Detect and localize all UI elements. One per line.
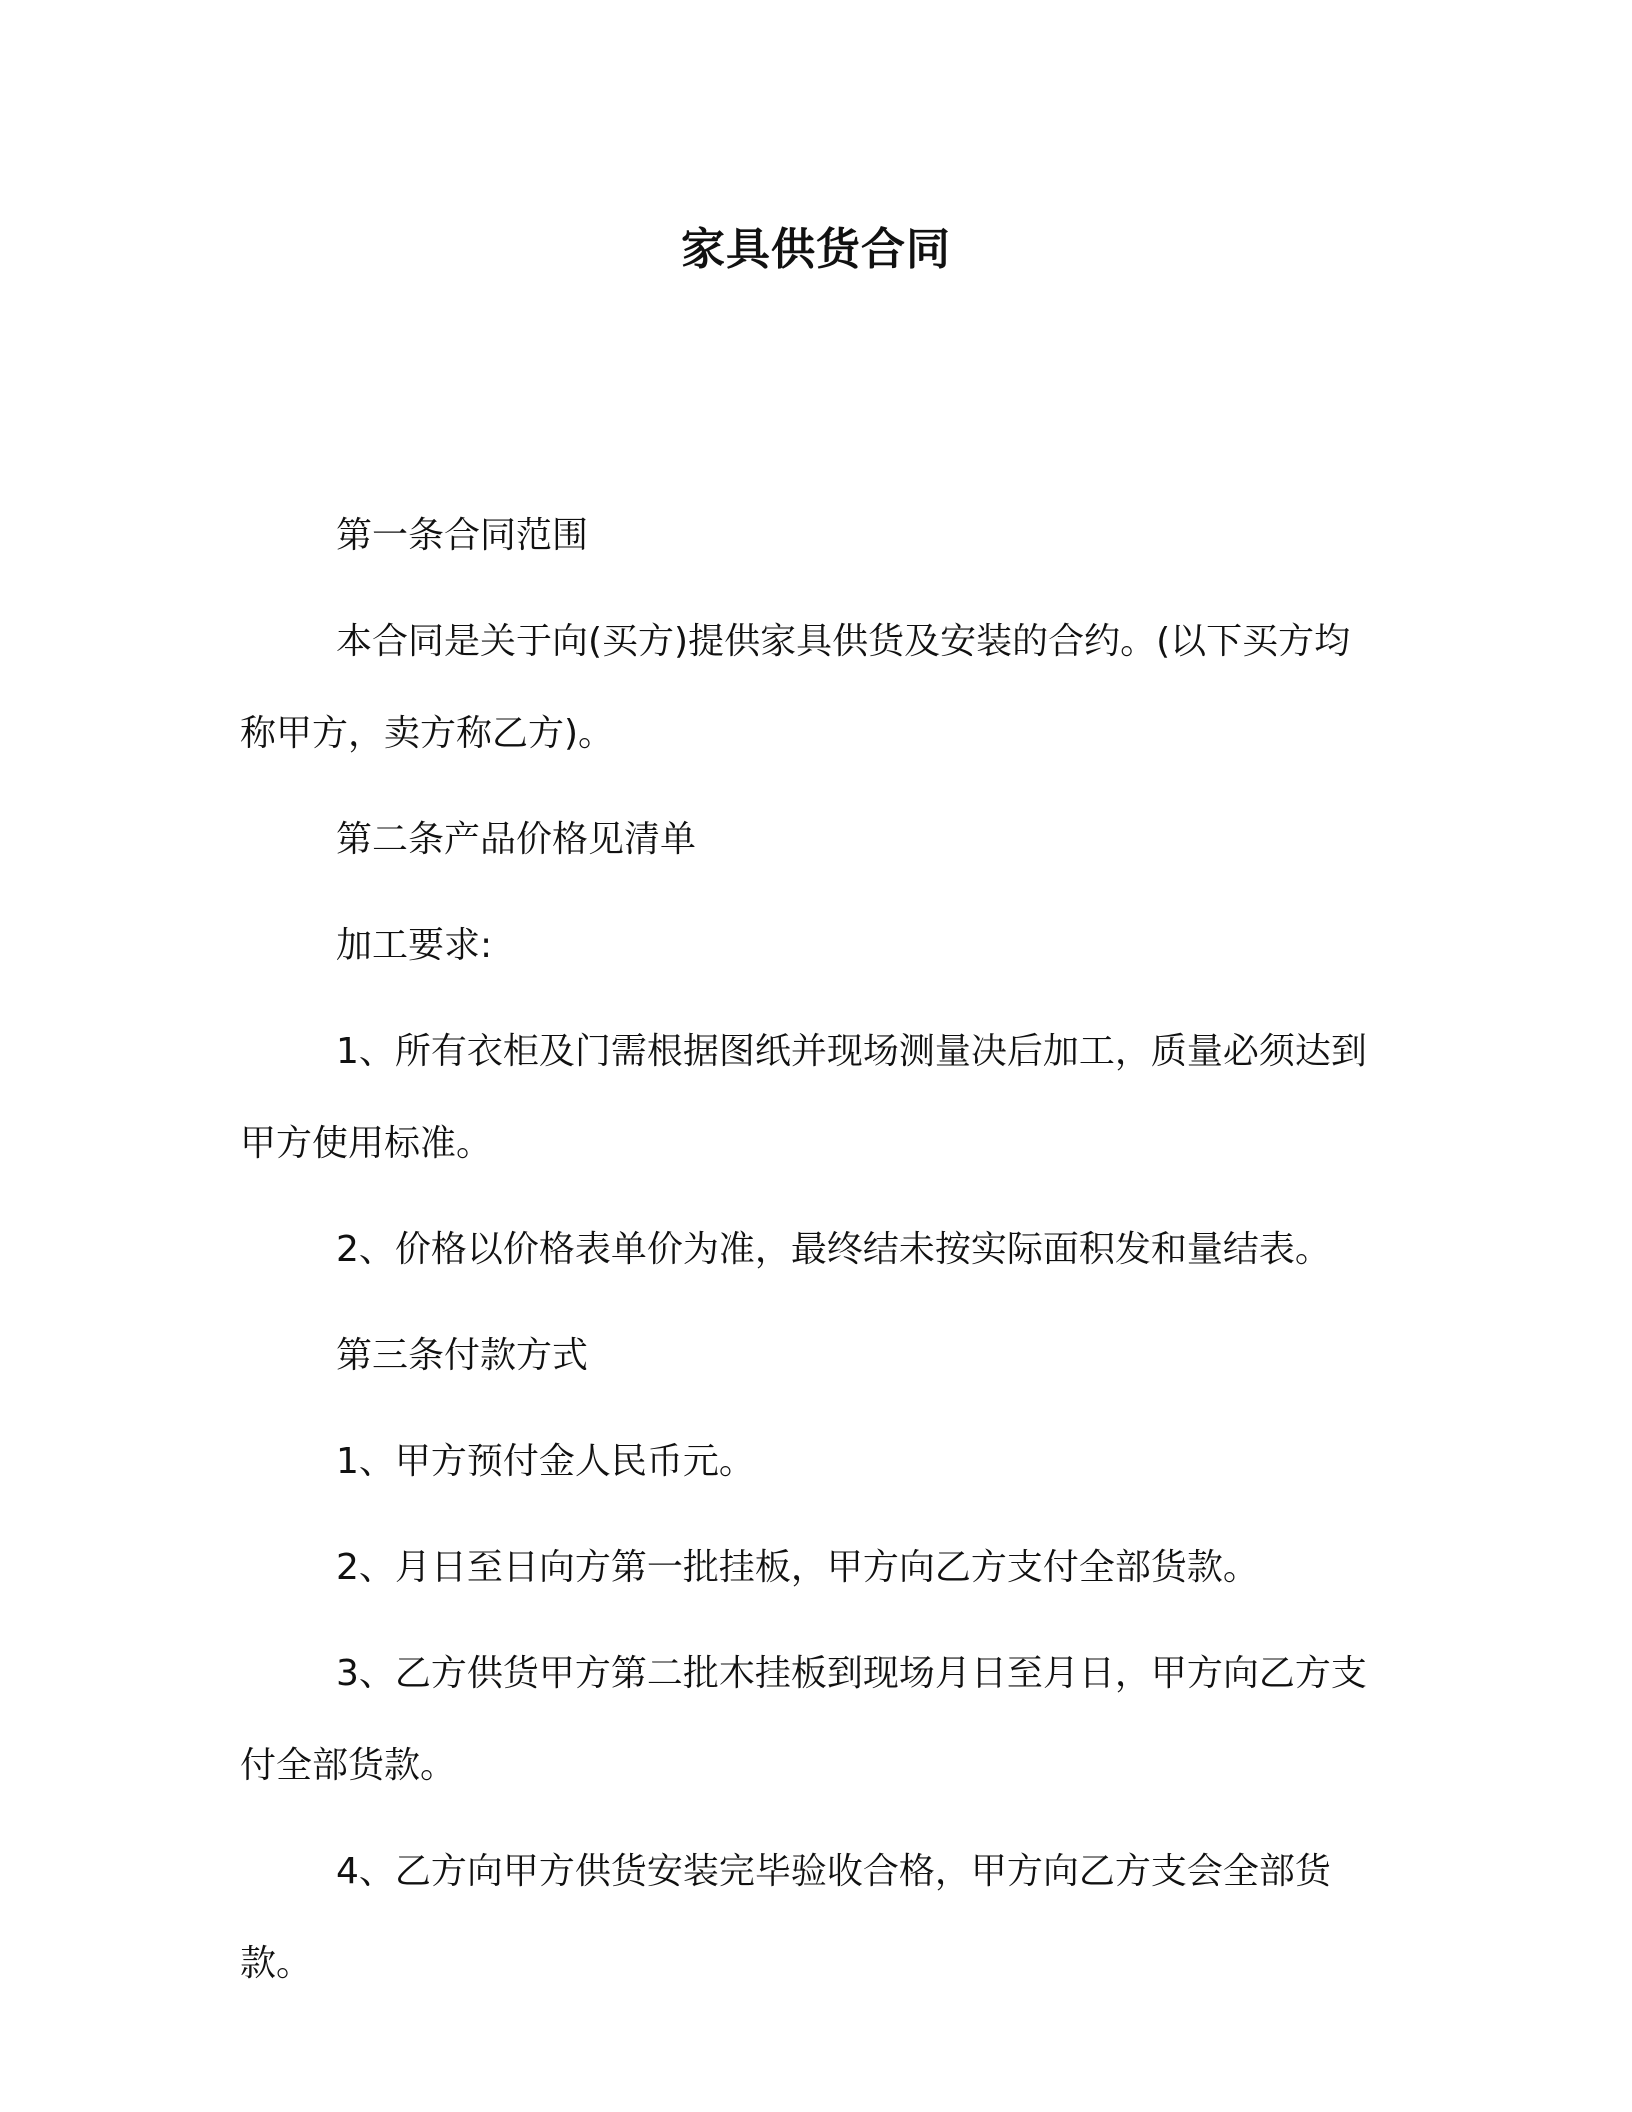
document-body [240,490,1380,2024]
clause-2-heading: 第二条产品价格见清单 [336,819,697,860]
payment-item-3: 3、乙方供货甲方第二批木挂板到现场月日至月日，甲方向乙方支付全部货款。 [240,1653,1367,1786]
requirement-item-2: 2、价格以价格表单价为准，最终结未按实际面积发和量结表。 [336,1229,1331,1270]
payment-item-1: 1、甲方预付金人民币元。 [336,1441,755,1482]
processing-requirements-heading: 加工要求: [336,925,493,966]
payment-item-2: 2、月日至日向方第一批挂板，甲方向乙方支付全部货款。 [336,1547,1259,1588]
clause-1-heading: 第一条合同范围 [336,515,589,556]
clause-1-text: 本合同是关于向(买方)提供家具供货及安装的合约。(以下买方均称甲方，卖方称乙方)。 [240,621,1351,754]
clause-3-heading: 第三条付款方式 [336,1335,589,1376]
payment-item-4: 4、乙方向甲方供货安装完毕验收合格，甲方向乙方支会全部货款。 [240,1851,1331,1984]
document-title: 家具供货合同 [681,224,951,275]
requirement-item-1: 1、所有衣柜及门需根据图纸并现场测量决后加工，质量必须达到甲方使用标准。 [240,1031,1367,1164]
